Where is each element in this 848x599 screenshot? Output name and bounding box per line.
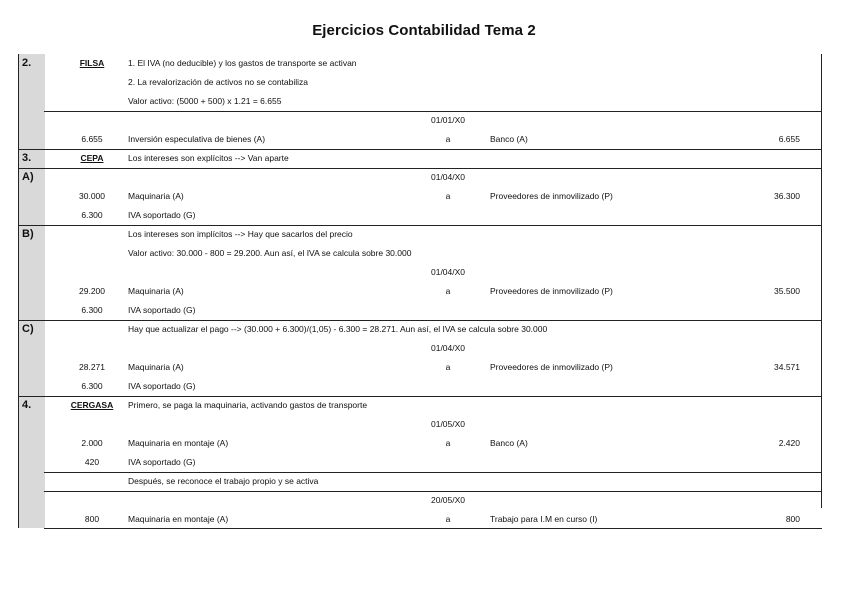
journal-row xyxy=(18,358,822,377)
journal-row xyxy=(18,510,822,529)
journal-row xyxy=(18,377,822,396)
journal-row xyxy=(18,415,822,434)
journal-row xyxy=(18,244,822,263)
credit-account: Proveedores de inmovilizado (P) xyxy=(490,362,613,372)
concept-text: Valor activo: 30.000 - 800 = 29.200. Aun así, el IVA se calcula sobre 30.000 xyxy=(128,248,412,258)
date-or-connector: a xyxy=(445,438,451,448)
page-title: Ejercicios Contabilidad Tema 2 xyxy=(312,22,536,39)
concept-text: 1. El IVA (no deducible) y los gastos de transporte se activan xyxy=(128,58,357,68)
journal-row xyxy=(18,339,822,358)
debit-amount: 29.200 xyxy=(79,286,105,296)
section-separator xyxy=(18,225,822,226)
row-number: C) xyxy=(22,323,34,335)
date-or-connector: a xyxy=(445,191,451,201)
credit-amount: 36.300 xyxy=(774,191,800,201)
journal-row xyxy=(18,282,822,301)
section-separator xyxy=(18,320,822,321)
date-or-connector: a xyxy=(445,134,451,144)
date-or-connector: 01/04/X0 xyxy=(430,172,466,182)
journal-row xyxy=(18,301,822,320)
concept-text: Los intereses son explícitos --> Van aparte xyxy=(128,153,289,163)
row-separator xyxy=(44,111,822,112)
journal-row xyxy=(18,73,822,92)
concept-text: Valor activo: (5000 + 500) x 1.21 = 6.655 xyxy=(128,96,282,106)
row-number: 4. xyxy=(22,399,32,411)
row-number: A) xyxy=(22,171,34,183)
date-or-connector: 20/05/X0 xyxy=(430,495,466,505)
date-or-connector: 01/05/X0 xyxy=(430,419,466,429)
company-name: FILSA xyxy=(79,58,105,68)
row-number: B) xyxy=(22,228,34,240)
journal-row xyxy=(18,491,822,510)
journal-row xyxy=(18,263,822,282)
debit-amount: 6.300 xyxy=(81,381,103,391)
row-separator xyxy=(44,491,822,492)
date-or-connector: 01/04/X0 xyxy=(430,267,466,277)
journal-row xyxy=(18,92,822,111)
date-or-connector: 01/04/X0 xyxy=(430,343,466,353)
debit-amount: 28.271 xyxy=(79,362,105,372)
credit-amount: 35.500 xyxy=(774,286,800,296)
concept-text: Maquinaria (A) xyxy=(128,362,184,372)
journal-row xyxy=(18,111,822,130)
concept-text: Maquinaria en montaje (A) xyxy=(128,438,229,448)
section-separator xyxy=(18,396,822,397)
debit-amount: 6.300 xyxy=(81,210,103,220)
date-or-connector: a xyxy=(445,514,451,524)
concept-text: IVA soportado (G) xyxy=(128,457,196,467)
credit-account: Banco (A) xyxy=(490,134,528,144)
concept-text: IVA soportado (G) xyxy=(128,381,196,391)
journal-row xyxy=(18,472,822,491)
date-or-connector: 01/01/X0 xyxy=(430,115,466,125)
journal-row xyxy=(18,225,822,244)
bottom-border xyxy=(44,528,822,529)
concept-text: Inversión especulativa de bienes (A) xyxy=(128,134,266,144)
debit-amount: 30.000 xyxy=(79,191,105,201)
credit-account: Proveedores de inmovilizado (P) xyxy=(490,286,613,296)
credit-amount: 2.420 xyxy=(778,438,800,448)
journal-sheet xyxy=(18,54,822,528)
credit-account: Proveedores de inmovilizado (P) xyxy=(490,191,613,201)
concept-text: Hay que actualizar el pago --> (30.000 + 6.300)/(1,05) - 6.300 = 28.271. Aun así, el IVA se calcula sobre 30.000 xyxy=(128,324,548,334)
company-name: CERGASA xyxy=(70,400,114,410)
concept-text: IVA soportado (G) xyxy=(128,305,196,315)
concept-text: Los intereses son implícitos --> Hay que sacarlos del precio xyxy=(128,229,353,239)
credit-amount: 6.655 xyxy=(778,134,800,144)
journal-row xyxy=(18,54,822,73)
journal-row xyxy=(18,187,822,206)
concept-text: IVA soportado (G) xyxy=(128,210,196,220)
concept-text: Maquinaria en montaje (A) xyxy=(128,514,229,524)
debit-amount: 2.000 xyxy=(81,438,103,448)
debit-amount: 420 xyxy=(84,457,100,467)
row-number: 3. xyxy=(22,152,32,164)
journal-row xyxy=(18,206,822,225)
section-separator xyxy=(18,149,822,150)
row-separator xyxy=(44,472,822,473)
concept-text: Maquinaria (A) xyxy=(128,191,184,201)
concept-text: Primero, se paga la maquinaria, activando gastos de transporte xyxy=(128,400,368,410)
journal-row xyxy=(18,168,822,187)
section-separator xyxy=(18,168,822,169)
journal-row xyxy=(18,149,822,168)
credit-amount: 34.571 xyxy=(774,362,800,372)
company-name: CEPA xyxy=(80,153,104,163)
credit-account: Trabajo para I.M en curso (I) xyxy=(490,514,598,524)
row-number: 2. xyxy=(22,57,32,69)
date-or-connector: a xyxy=(445,362,451,372)
journal-row xyxy=(18,453,822,472)
debit-amount: 6.655 xyxy=(81,134,103,144)
concept-text: Maquinaria (A) xyxy=(128,286,184,296)
concept-text: 2. La revalorización de activos no se contabiliza xyxy=(128,77,309,87)
credit-account: Banco (A) xyxy=(490,438,528,448)
journal-row xyxy=(18,434,822,453)
credit-amount: 800 xyxy=(785,514,800,524)
debit-amount: 800 xyxy=(84,514,100,524)
concept-text: Después, se reconoce el trabajo propio y se activa xyxy=(128,476,319,486)
date-or-connector: a xyxy=(445,286,451,296)
debit-amount: 6.300 xyxy=(81,305,103,315)
journal-row xyxy=(18,130,822,149)
journal-row xyxy=(18,396,822,415)
journal-row xyxy=(18,320,822,339)
